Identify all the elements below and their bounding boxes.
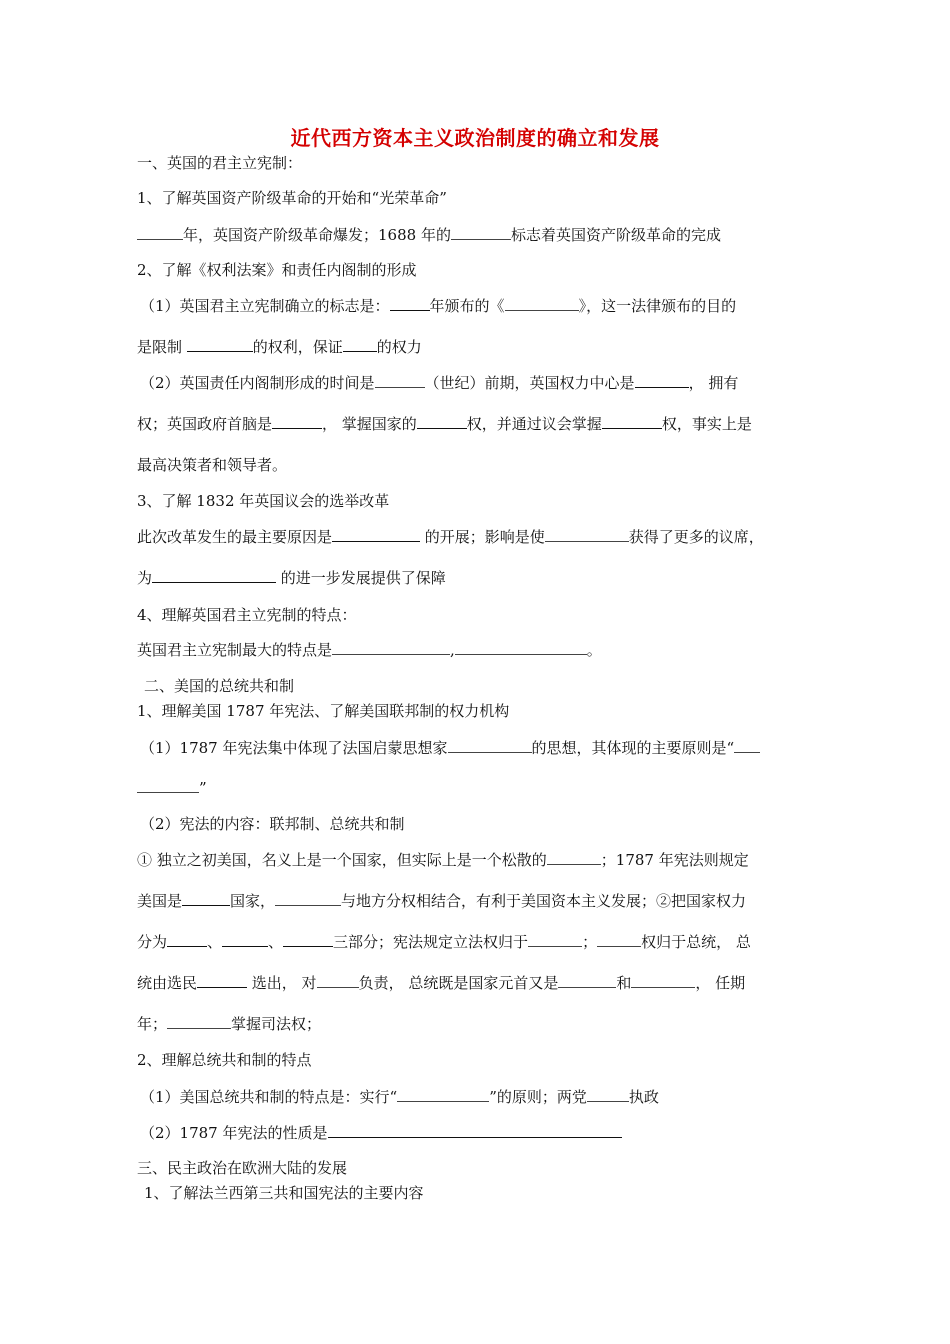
- text-line: （1）美国总统共和制的特点是：实行“ ”的原则；两党 执政: [140, 1088, 659, 1106]
- blank: [375, 373, 425, 388]
- blank: [631, 973, 695, 988]
- blank: [317, 973, 359, 988]
- blank: [397, 1087, 489, 1102]
- subheading-presidential-features: 2、理解总统共和制的特点: [137, 1051, 312, 1069]
- blank: [332, 527, 420, 542]
- text-line: （2）宪法的内容：联邦制、总统共和制: [140, 815, 405, 833]
- text-line: ① 独立之初美国，名义上是一个国家，但实际上是一个松散的 ；1787 年宪法则规定: [137, 851, 749, 869]
- blank: [343, 337, 377, 352]
- blank: [272, 414, 322, 429]
- blank: [528, 932, 582, 947]
- blank: [587, 1087, 629, 1102]
- blank: [197, 973, 247, 988]
- blank: [137, 778, 199, 793]
- blank: [182, 891, 230, 906]
- blank: [167, 932, 207, 947]
- subheading-reform: 3、了解 1832 年英国议会的选举改革: [137, 492, 390, 510]
- blank: [417, 414, 467, 429]
- subheading-constitution: 1、理解美国 1787 年宪法、了解美国联邦制的权力机构: [137, 702, 510, 720]
- blank: [448, 738, 532, 753]
- blank: [137, 225, 183, 240]
- blank: [283, 932, 333, 947]
- text-line: 年； 掌握司法权；: [137, 1015, 322, 1033]
- blank: [167, 1014, 231, 1029]
- subheading-bill-of-rights: 2、了解《权利法案》和责任内阁制的形成: [137, 261, 417, 279]
- document-title: 近代西方资本主义政治制度的确立和发展: [290, 126, 660, 150]
- section-heading-us: 二、美国的总统共和制: [144, 677, 295, 695]
- blank: [152, 568, 276, 583]
- blank: [328, 1123, 622, 1138]
- blank: [332, 640, 450, 655]
- subheading-revolution: 1、了解英国资产阶级革命的开始和“光荣革命”: [137, 189, 447, 207]
- blank: [597, 932, 641, 947]
- text-line: 英国君主立宪制最大的特点是 , 。: [137, 641, 602, 659]
- blank: [734, 738, 760, 753]
- section-heading-europe: 三、民主政治在欧洲大陆的发展: [137, 1159, 348, 1177]
- blank: [505, 296, 579, 311]
- text-line: 权；英国政府首脑是 ， 掌握国家的 权，并通过议会掌握 权，事实上是: [137, 415, 752, 433]
- blank: [222, 932, 268, 947]
- text-line: 最高决策者和领导者。: [137, 456, 288, 474]
- text-line: 分为 、 、 三部分；宪法规定立法权归于 ； 权归于总统， 总: [137, 933, 751, 951]
- blank: [602, 414, 662, 429]
- text-line: 为 的进一步发展提供了保障: [137, 569, 446, 587]
- blank: [187, 337, 253, 352]
- blank: [451, 225, 511, 240]
- section-heading-uk: 一、英国的君主立宪制：: [137, 154, 303, 172]
- blank: [275, 891, 341, 906]
- subheading-features: 4、理解英国君主立宪制的特点：: [137, 606, 357, 624]
- blank-line-revolution: 年，英国资产阶级革命爆发；1688 年的 标志着英国资产阶级革命的完成: [137, 225, 721, 245]
- text-line: 是限制 的权利，保证 的权力: [137, 338, 422, 356]
- blank: [455, 640, 587, 655]
- blank: [635, 373, 689, 388]
- text-line: 统由选民 选出， 对 负责， 总统既是国家元首又是 和 ， 任期: [137, 974, 746, 992]
- blank: [558, 973, 616, 988]
- text-line: （2）英国责任内阁制形成的时间是 （世纪）前期，英国权力中心是 ， 拥有: [140, 374, 739, 392]
- text-line: 此次改革发生的最主要原因是 的开展；影响是使 获得了更多的议席，: [137, 528, 764, 546]
- blank: [547, 850, 601, 865]
- text-line: （1）1787 年宪法集中体现了法国启蒙思想家 的思想，其体现的主要原则是“: [140, 738, 760, 758]
- text-line: （2）1787 年宪法的性质是: [140, 1123, 622, 1143]
- blank: [545, 527, 629, 542]
- blank: [390, 296, 430, 311]
- text-line: 美国是 国家， 与地方分权相结合，有利于美国资本主义发展；②把国家权力: [137, 892, 747, 910]
- text-line: ”: [137, 778, 207, 798]
- subheading-france: 1、了解法兰西第三共和国宪法的主要内容: [144, 1184, 424, 1202]
- text-line: （1）英国君主立宪制确立的标志是： 年颁布的《 》，这一法律颁布的目的: [140, 297, 737, 315]
